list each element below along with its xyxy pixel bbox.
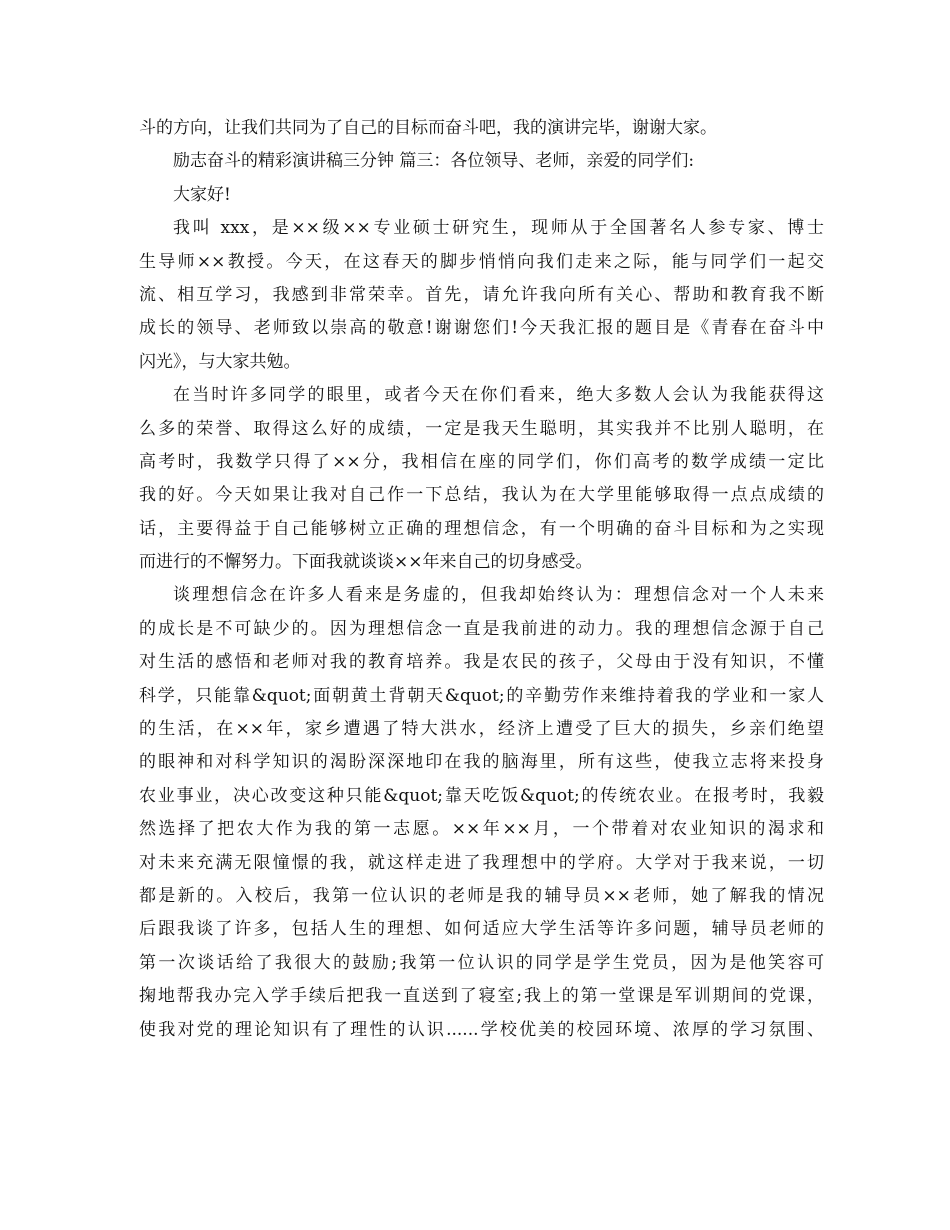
text-line: 而进行的不懈努力。下面我就谈谈××年来自己的切身感受。 <box>139 552 593 573</box>
text-line: 斗的方向，让我们共同为了自己的目标而奋斗吧，我的演讲完毕，谢谢大家。 <box>139 118 717 138</box>
text-line: 话，主要得益于自己能够树立正确的理想信念，有一个明确的奋斗目标和为之实现 <box>139 518 824 539</box>
text-line: 成长的领导、老师致以崇高的敬意!谢谢您们!今天我汇报的题目是《青春在奋斗中 <box>139 318 824 339</box>
text-line: 大家好! <box>173 184 231 205</box>
text-line: 励志奋斗的精彩演讲稿三分钟 篇三：各位领导、老师，亲爱的同学们: <box>173 151 695 172</box>
text-line: 在当时许多同学的眼里，或者今天在你们看来，绝大多数人会认为我能获得这 <box>173 385 824 406</box>
text-line: 高考时，我数学只得了××分，我相信在座的同学们，你们高考的数学成绩一定比 <box>139 451 824 472</box>
text-line: 我的好。今天如果让我对自己作一下总结，我认为在大学里能够取得一点点成绩的 <box>139 485 824 506</box>
text-line: 掬地帮我办完入学手续后把我一直送到了寝室;我上的第一堂课是军训期间的党课， <box>139 986 824 1007</box>
text-line: 都是新的。入校后，我第一位认识的老师是我的辅导员××老师，她了解我的情况 <box>139 885 824 906</box>
text-line: 么多的荣誉、取得这么好的成绩，一定是我天生聪明，其实我并不比别人聪明，在 <box>139 418 824 439</box>
text-line: 的生活，在××年，家乡遭遇了特大洪水，经济上遭受了巨大的损失，乡亲们绝望 <box>139 719 824 740</box>
text-line: 科学，只能靠&quot;面朝黄土背朝天&quot;的辛勤劳作来维持着我的学业和一家人 <box>139 685 824 706</box>
text-line: 对未来充满无限憧憬的我，就这样走进了我理想中的学府。大学对于我来说，一切 <box>139 852 824 873</box>
text-line: 使我对党的理论知识有了理性的认识......学校优美的校园环境、浓厚的学习氛围、 <box>139 1019 824 1040</box>
text-line: 后跟我谈了许多，包括人生的理想、如何适应大学生活等许多问题，辅导员老师的 <box>139 919 824 940</box>
text-line: 谈理想信念在许多人看来是务虚的，但我却始终认为：理想信念对一个人未来 <box>173 585 824 606</box>
text-line: 闪光》，与大家共勉。 <box>139 351 301 372</box>
text-line: 的眼神和对科学知识的渴盼深深地印在我的脑海里，所有这些，使我立志将来投身 <box>139 752 824 773</box>
text-line: 农业事业，决心改变这种只能&quot;靠天吃饭&quot;的传统农业。在报考时，我毅 <box>139 785 824 806</box>
text-line: 第一次谈话给了我很大的鼓励;我第一位认识的同学是学生党员，因为是他笑容可 <box>139 952 824 973</box>
document-body <box>139 112 824 1047</box>
text-line: 生导师××教授。今天，在这春天的脚步悄悄向我们走来之际，能与同学们一起交 <box>139 251 824 272</box>
text-line: 流、相互学习，我感到非常荣幸。首先，请允许我向所有关心、帮助和教育我不断 <box>139 284 824 305</box>
text-line: 的成长是不可缺少的。因为理想信念一直是我前进的动力。我的理想信念源于自己 <box>139 618 824 639</box>
text-line: 我叫 xxx，是××级××专业硕士研究生，现师从于全国著名人参专家、博士 <box>173 218 824 239</box>
text-line: 然选择了把农大作为我的第一志愿。××年××月，一个带着对农业知识的渴求和 <box>139 819 824 840</box>
text-line: 对生活的感悟和老师对我的教育培养。我是农民的孩子，父母由于没有知识，不懂 <box>139 652 824 673</box>
